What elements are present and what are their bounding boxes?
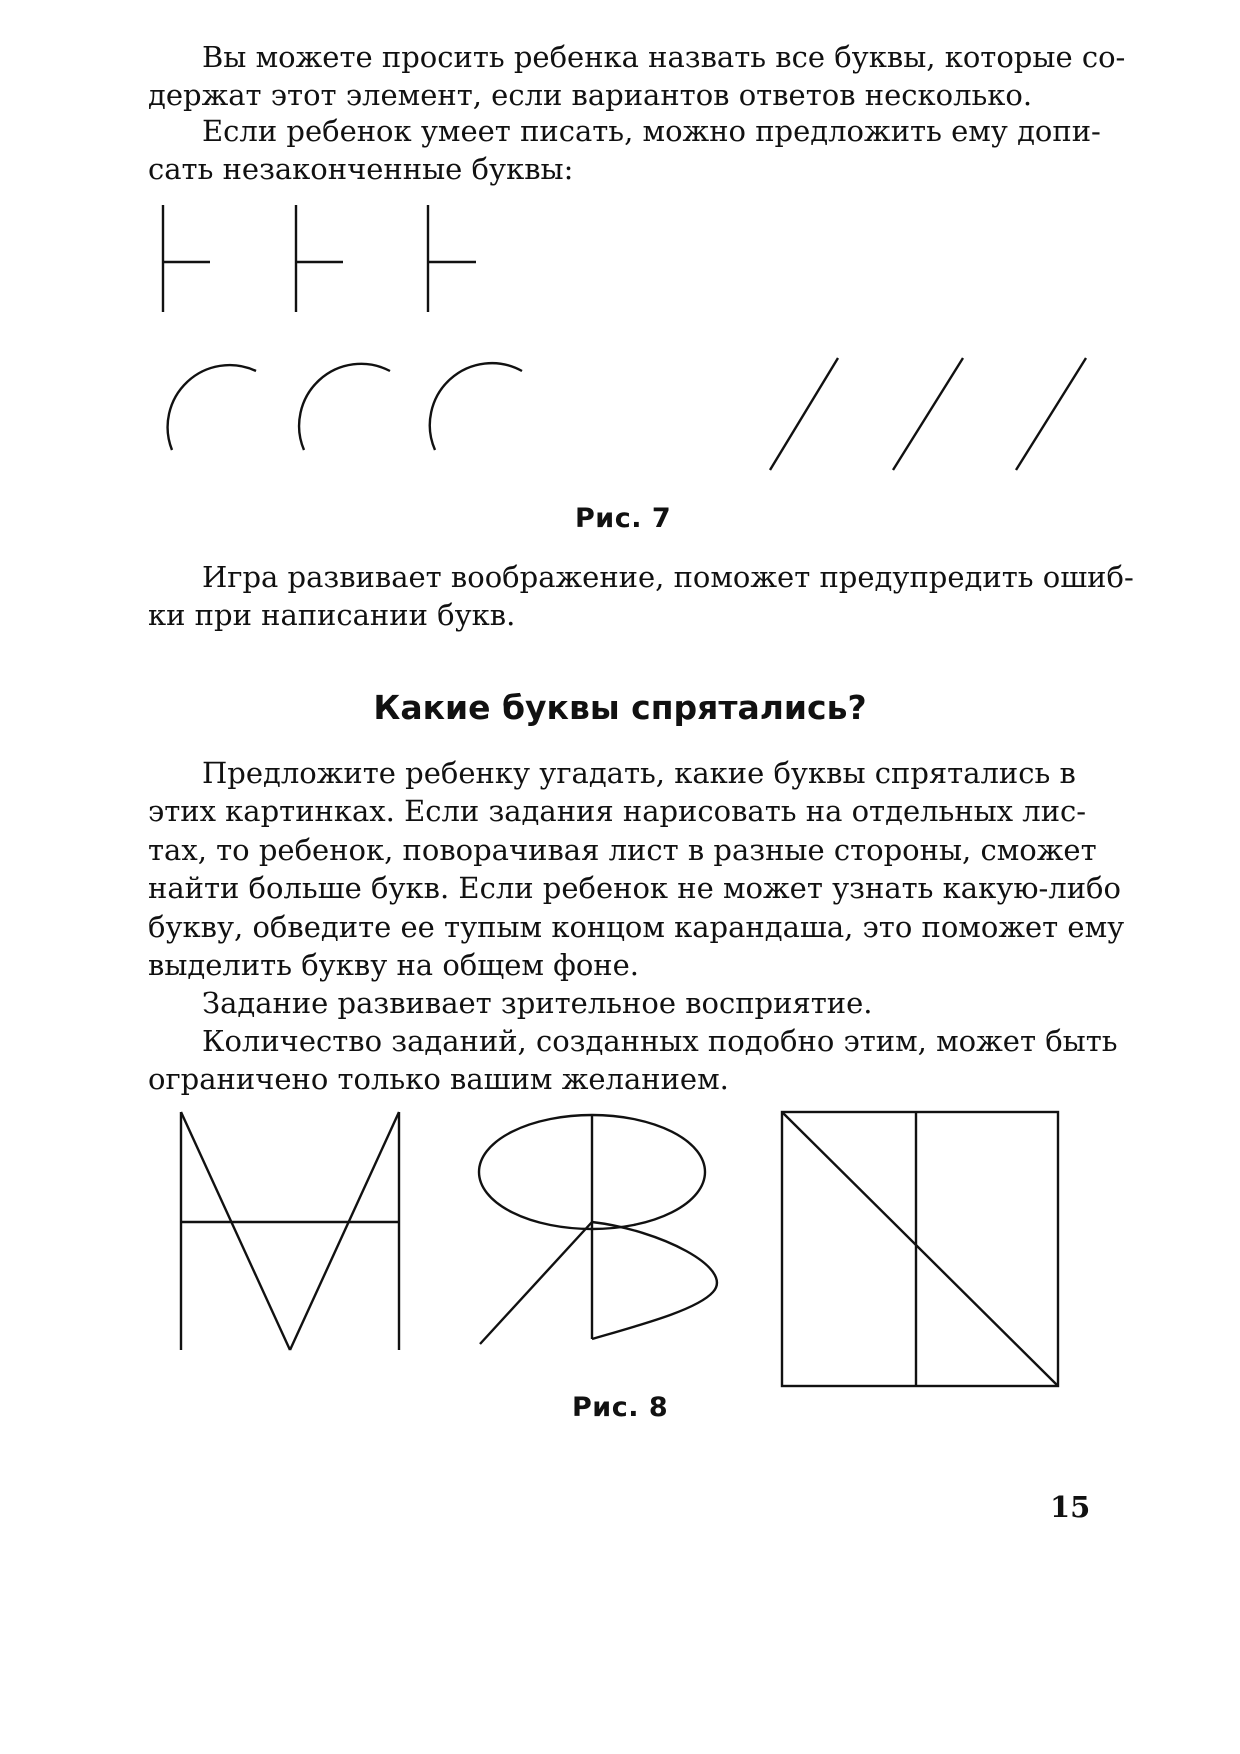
figure-8-drawing — [0, 1100, 1240, 1420]
text-line: тах, то ребенок, поворачивая лист в разные стороны, сможет — [148, 832, 1097, 867]
figure-7-arcs — [168, 363, 522, 450]
diagonal-stroke — [893, 358, 963, 470]
text-line: букву, обведите ее тупым концом карандаша, это поможет ему — [148, 909, 1125, 944]
figure-8-caption: Рис. 8 — [572, 1392, 669, 1423]
arc-stroke — [299, 364, 390, 450]
text-line: сать незаконченные буквы: — [148, 152, 574, 187]
curve-stroke — [592, 1222, 717, 1339]
figure-7-caption: Рис. 7 — [575, 503, 672, 534]
page-number: 15 — [1050, 1490, 1091, 1524]
text-line: найти больше букв. Если ребенок не может узнать какую-либо — [148, 871, 1121, 906]
paragraph-hidden-letters — [148, 754, 1125, 984]
paragraph-task-count — [148, 1022, 1118, 1099]
paragraph-perception — [148, 984, 1098, 1022]
text-line: ограничено только вашим желанием. — [148, 1062, 729, 1097]
figure-7-drawing — [0, 190, 1240, 490]
arc-stroke — [168, 365, 256, 450]
arc-stroke — [430, 363, 522, 450]
text-line: Задание развивает зрительное восприятие. — [202, 986, 873, 1020]
diagonal-stroke — [782, 1112, 1058, 1386]
text-line: этих картинках. Если задания нарисовать на отдельных лис- — [148, 794, 1087, 829]
text-line: держат этот элемент, если вариантов ответов несколько. — [148, 78, 1033, 113]
text-line: Вы можете просить ребенка назвать все буквы, которые со- — [202, 40, 1126, 74]
text-line: Количество заданий, созданных подобно этим, может быть — [202, 1024, 1118, 1058]
diagonal-stroke — [480, 1222, 592, 1344]
figure-7-slashes — [770, 358, 1086, 470]
text-line: выделить букву на общем фоне. — [148, 948, 640, 983]
section-heading: Какие буквы спрятались? — [373, 688, 867, 727]
paragraph-writing-task — [148, 112, 1101, 189]
diagonal-stroke — [770, 358, 838, 470]
figure-8-puzzle-ya — [479, 1115, 717, 1344]
text-line: Если ребенок умеет писать, можно предложить ему допи- — [202, 114, 1101, 148]
figure-8-puzzle-square — [782, 1112, 1058, 1386]
text-line: Игра развивает воображение, поможет предупредить ошиб- — [202, 560, 1134, 594]
paragraph-intro — [148, 38, 1126, 115]
text-line: Предложите ребенку угадать, какие буквы спрятались в — [202, 756, 1076, 790]
paragraph-game-benefit — [148, 558, 1134, 635]
figure-8-puzzle-m — [181, 1112, 399, 1350]
figure-7-t-shapes — [163, 205, 476, 312]
diagonal-stroke — [290, 1112, 399, 1350]
text-line: ки при написании букв. — [148, 598, 516, 633]
diagonal-stroke — [181, 1112, 290, 1350]
diagonal-stroke — [1016, 358, 1086, 470]
